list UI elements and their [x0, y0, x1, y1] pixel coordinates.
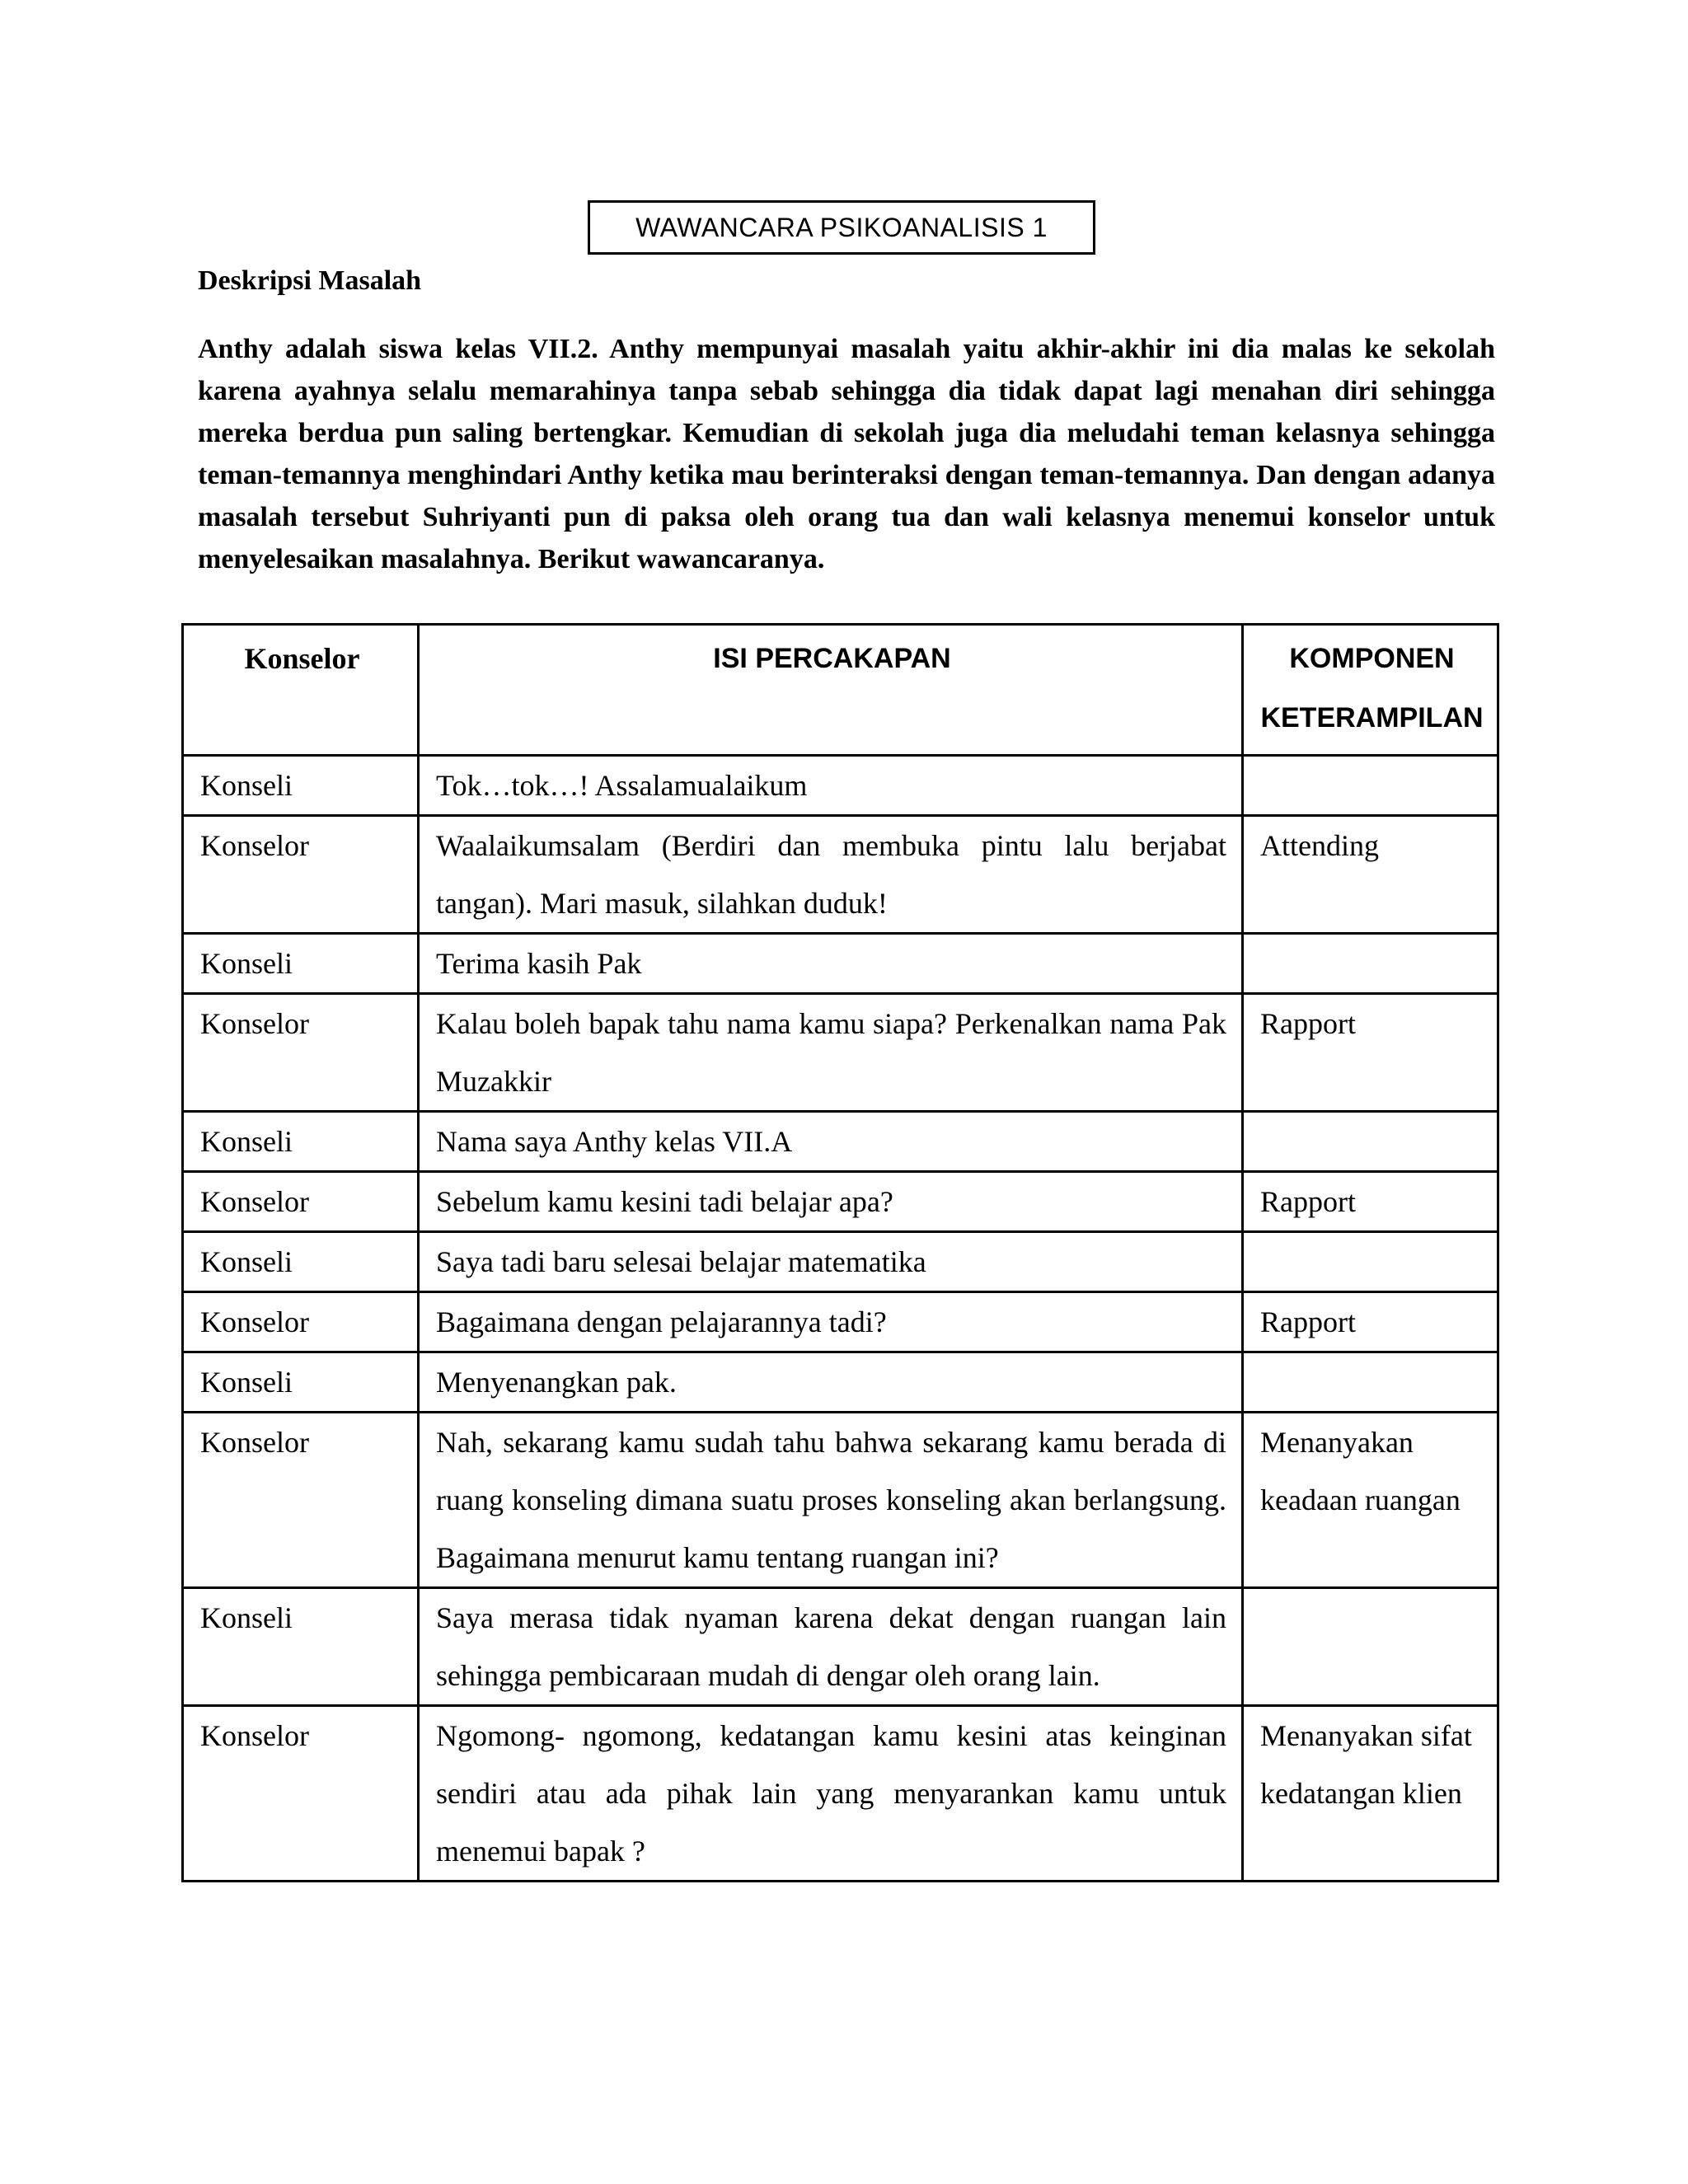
table-row [183, 1292, 1498, 1352]
row-skill: Menanyakan keadaan ruangan [1243, 1413, 1498, 1588]
row-speaker: Konseli [183, 756, 419, 816]
row-speaker: Konseli [183, 1352, 419, 1413]
table-row [183, 756, 1498, 816]
row-speaker: Konseli [183, 1232, 419, 1292]
row-speaker: Konselor [183, 1172, 419, 1232]
row-skill [1243, 1232, 1498, 1292]
row-skill: Menanyakan sifat kedatangan klien [1243, 1706, 1498, 1882]
row-content: Waalaikumsalam (Berdiri dan membuka pintu lalu berjabat tangan). Mari masuk, silahkan duduk! [419, 816, 1243, 934]
table-row [183, 1413, 1498, 1588]
row-content: Bagaimana dengan pelajarannya tadi? [419, 1292, 1243, 1352]
interview-table [181, 623, 1499, 1882]
row-skill: Rapport [1243, 1292, 1498, 1352]
row-speaker: Konseli [183, 934, 419, 994]
row-content: Nah, sekarang kamu sudah tahu bahwa sekarang kamu berada di ruang konseling dimana suatu proses konseling akan berlangsung. Bagaimana menurut kamu tentang ruangan ini? [419, 1413, 1243, 1588]
section-heading: Deskripsi Masalah [198, 265, 422, 296]
row-speaker: Konselor [183, 1706, 419, 1882]
document-title: WAWANCARA PSIKOANALISIS 1 [588, 200, 1095, 255]
row-skill [1243, 934, 1498, 994]
row-skill: Rapport [1243, 994, 1498, 1112]
row-speaker: Konselor [183, 816, 419, 934]
table-row [183, 1352, 1498, 1413]
header-skill: KOMPONEN KETERAMPILAN [1243, 625, 1498, 756]
row-speaker: Konseli [183, 1112, 419, 1172]
row-skill [1243, 1352, 1498, 1413]
table-row [183, 1588, 1498, 1706]
row-content: Sebelum kamu kesini tadi belajar apa? [419, 1172, 1243, 1232]
row-speaker: Konselor [183, 1292, 419, 1352]
problem-description: Anthy adalah siswa kelas VII.2. Anthy mempunyai masalah yaitu akhir-akhir ini dia malas ke sekolah karena ayahnya selalu memarahinya tanpa sebab sehingga dia tidak dapat lagi menahan diri sehingga mereka berdua pun saling bertengkar. Kemudian di sekolah juga dia meludahi teman kelasnya sehingga teman-temannya menghindari Anthy ketika mau berinteraksi dengan teman-temannya. Dan dengan adanya masalah tersebut Suhriyanti pun di paksa oleh orang tua dan wali kelasnya menemui konselor untuk menyelesaikan masalahnya. Berikut wawancaranya. [198, 334, 1495, 574]
table-row [183, 1172, 1498, 1232]
table-row [183, 934, 1498, 994]
table-row [183, 994, 1498, 1112]
row-speaker: Konseli [183, 1588, 419, 1706]
row-skill [1243, 1588, 1498, 1706]
row-skill: Attending [1243, 816, 1498, 934]
row-skill [1243, 756, 1498, 816]
row-speaker: Konselor [183, 994, 419, 1112]
table-row [183, 816, 1498, 934]
row-speaker: Konselor [183, 1413, 419, 1588]
row-content: Ngomong- ngomong, kedatangan kamu kesini atas keinginan sendiri atau ada pihak lain yang menyarankan kamu untuk menemui bapak ? [419, 1706, 1243, 1882]
row-content: Terima kasih Pak [419, 934, 1243, 994]
row-content: Kalau boleh bapak tahu nama kamu siapa? Perkenalkan nama Pak Muzakkir [419, 994, 1243, 1112]
row-content: Nama saya Anthy kelas VII.A [419, 1112, 1243, 1172]
row-skill: Rapport [1243, 1172, 1498, 1232]
row-content: Saya merasa tidak nyaman karena dekat dengan ruangan lain sehingga pembicaraan mudah di dengar oleh orang lain. [419, 1588, 1243, 1706]
table-row [183, 1706, 1498, 1882]
row-content: Saya tadi baru selesai belajar matematika [419, 1232, 1243, 1292]
header-content: ISI PERCAKAPAN [419, 625, 1243, 756]
table-row [183, 1232, 1498, 1292]
table-row [183, 1112, 1498, 1172]
row-skill [1243, 1112, 1498, 1172]
header-speaker: Konselor [183, 625, 419, 756]
row-content: Menyenangkan pak. [419, 1352, 1243, 1413]
row-content: Tok…tok…! Assalamualaikum [419, 756, 1243, 816]
table-header-row [183, 625, 1498, 756]
